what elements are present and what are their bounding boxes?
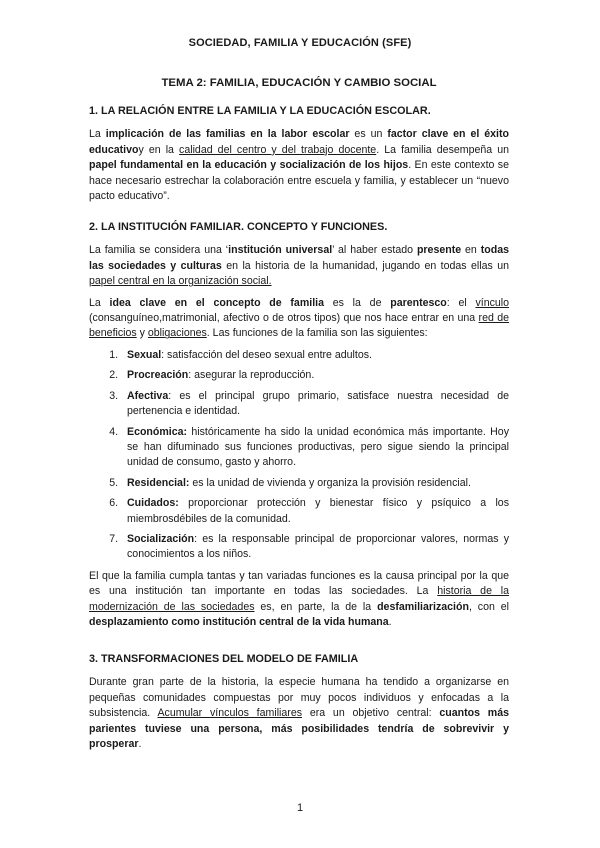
- text-run: es la de: [323, 296, 391, 309]
- bold-run: factor clave en el éxito educativo: [89, 128, 509, 156]
- underlined-run: papel central en la organización social.: [89, 275, 272, 288]
- spacer: [89, 636, 509, 652]
- text-run: .: [388, 615, 392, 628]
- underlined-run: calidad del centro y del trabajo docente: [179, 143, 377, 156]
- section-2-paragraph-1: [89, 243, 509, 289]
- text-run: La: [89, 296, 110, 309]
- text-run: El que la familia cumpla tantas y tan variadas funciones es la causa principal por la que es una institución tan importante en todas las sociedades. La: [89, 569, 509, 598]
- bold-run: cuantos más parientes tuviese una persona, más posibilidades tendría de sobrevivir y prosperar: [89, 707, 509, 750]
- text-run: La: [89, 128, 106, 141]
- function-name: Procreación: [127, 369, 189, 382]
- list-item: [121, 389, 509, 420]
- bold-run: todas las sociedades y culturas: [89, 244, 510, 272]
- text-run: . Las funciones de la familia son las siguientes:: [206, 327, 428, 340]
- bold-run: implicación de las familias en la labor escolar: [105, 128, 350, 141]
- section-3-paragraph: [89, 675, 509, 752]
- function-text: : es el principal grupo primario, satisface nuestra necesidad de pertenencia e identidad.: [127, 389, 509, 418]
- text-run: era un objetivo central:: [302, 707, 440, 720]
- function-name: Sexual: [127, 348, 162, 361]
- function-name: Socialización: [127, 532, 195, 545]
- text-run: .: [138, 738, 142, 750]
- page-content: [89, 76, 509, 758]
- list-item: [121, 532, 509, 563]
- list-item: [121, 368, 509, 383]
- text-run: y en la: [138, 143, 180, 156]
- text-run: , con el: [468, 600, 509, 613]
- text-run: La familia se considera una ‘: [89, 244, 229, 257]
- bold-run: institución universal: [228, 244, 333, 257]
- underlined-run: obligaciones: [147, 327, 207, 340]
- document-title: TEMA 2: FAMILIA, EDUCACIÓN Y CAMBIO SOCIAL: [161, 77, 437, 89]
- section-3-heading: 3. TRANSFORMACIONES DEL MODELO DE FAMILIA: [89, 653, 359, 666]
- section-1-paragraph: [89, 127, 509, 204]
- underlined-run: Acumular vínculos familiares: [157, 707, 303, 720]
- list-item: [121, 425, 509, 471]
- section-1-heading: 1. LA RELACIÓN ENTRE LA FAMILIA Y LA EDUCACIÓN ESCOLAR.: [89, 105, 431, 118]
- section-2-paragraph-3: [89, 569, 509, 631]
- function-text: es la unidad de vivienda y organiza la provisión residencial.: [189, 476, 471, 489]
- text-run: es, en parte, la de la: [254, 600, 378, 613]
- list-item: [121, 476, 509, 491]
- function-name: Residencial:: [127, 476, 190, 489]
- section-2-paragraph-2: [89, 296, 509, 342]
- text-run: . La familia desempeña un: [376, 143, 510, 156]
- function-name: Afectiva: [127, 389, 169, 402]
- function-text: : asegurar la reproducción.: [188, 369, 315, 382]
- bold-run: idea clave en el concepto de familia: [109, 296, 324, 309]
- bold-run: desplazamiento como institución central de la vida humana: [89, 615, 389, 628]
- text-run: : el: [446, 296, 476, 309]
- text-run: . En este contexto se hace necesario estrechar la colaboración entre escuela y familia, y establecer un “nuevo pacto educativo”.: [89, 159, 510, 203]
- bold-run: presente: [416, 244, 462, 257]
- text-run: y: [136, 327, 148, 340]
- text-run: es un: [349, 128, 388, 141]
- spacer: [89, 210, 509, 220]
- function-text: históricamente ha sido la unidad económica más importante. Hoy se han difuminado sus funciones productivas, pero sigue siendo la principal unidad de consumo, gasto y ahorro.: [127, 425, 509, 469]
- text-run: ’ al haber estado: [332, 244, 417, 257]
- text-run: en la historia de la humanidad, jugando en todas ellas un: [221, 259, 510, 272]
- functions-list: [89, 348, 509, 563]
- function-text: proporcionar protección y bienestar físico y psíquico a los miembrosdébiles de la comunidad.: [127, 497, 509, 525]
- function-name: Cuidados:: [127, 497, 179, 510]
- function-text: : satisfacción del deseo sexual entre adultos.: [161, 348, 372, 361]
- list-item: [121, 496, 509, 527]
- bold-run: parentesco: [390, 296, 447, 309]
- underlined-run: vínculo: [475, 296, 510, 309]
- section-2-heading: 2. LA INSTITUCIÓN FAMILIAR. CONCEPTO Y FUNCIONES.: [89, 221, 388, 234]
- text-run: en: [461, 244, 481, 257]
- text-run: Durante gran parte de la historia, la especie humana ha tendido a organizarse en pequeñas comunidades compuestas por muy pocos individuos y enfocadas a la subsistencia.: [89, 676, 509, 720]
- underlined-run: historia de la modernización de las sociedades: [89, 585, 509, 613]
- function-name: Económica:: [127, 425, 188, 438]
- page-number: 1: [296, 802, 304, 814]
- bold-run: desfamiliarización: [377, 600, 469, 613]
- underlined-run: red de beneficios: [89, 312, 510, 340]
- running-header: SOCIEDAD, FAMILIA Y EDUCACIÓN (SFE): [188, 37, 412, 49]
- bold-run: papel fundamental en la educación y socialización de los hijos: [89, 159, 409, 172]
- text-run: (consanguíneo,matrimonial, afectivo o de otros tipos) que nos hace entrar en una: [89, 312, 479, 325]
- list-item: [121, 348, 509, 363]
- function-text: : es la responsable principal de proporcionar valores, normas y conocimientos a los niños.: [127, 532, 509, 561]
